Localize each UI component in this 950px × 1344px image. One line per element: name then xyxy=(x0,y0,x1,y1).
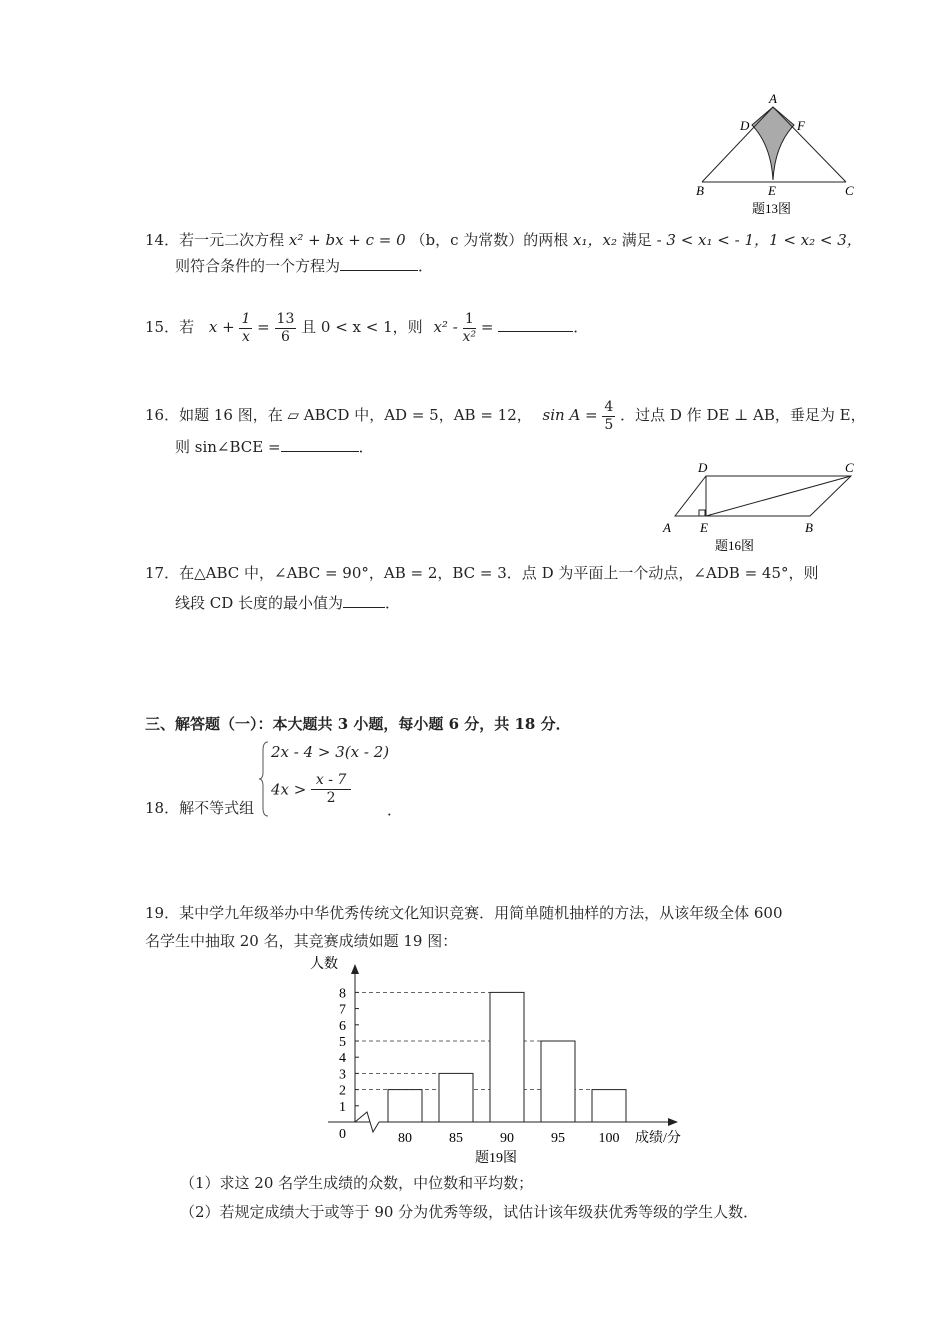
bar-90 xyxy=(490,992,524,1122)
y-tick-label: 3 xyxy=(339,1067,346,1083)
y-tick-label: 6 xyxy=(339,1018,346,1034)
figure-13 xyxy=(690,90,860,220)
y-axis-title: 人数 xyxy=(310,957,338,972)
answer-blank xyxy=(281,437,359,452)
label-F: F xyxy=(797,118,805,133)
bar-100 xyxy=(592,1090,626,1122)
y-axis-arrow xyxy=(351,964,359,974)
x-tick-label: 80 xyxy=(398,1131,412,1146)
x-axis-title: 成绩/分 xyxy=(635,1131,681,1146)
y-tick-label: 0 xyxy=(339,1127,346,1142)
bar-85 xyxy=(439,1073,473,1122)
q14-line2: 则符合条件的一个方程为 ． xyxy=(175,257,434,275)
label-A: A xyxy=(663,520,671,535)
histogram-chart xyxy=(290,950,710,1170)
q17-line2: 线段 CD 长度的最小值为 ． xyxy=(175,594,401,612)
figure-16 xyxy=(655,458,865,556)
q19-line2: 名学生中抽取 20 名，其竞赛成绩如题 19 图： xyxy=(145,932,458,950)
chart-caption: 题19图 xyxy=(475,1151,517,1166)
q16-line2: 则 sin∠BCE = ． xyxy=(175,438,374,456)
label-A: A xyxy=(769,91,777,106)
label-B: B xyxy=(696,183,704,198)
bar-95 xyxy=(541,1041,575,1122)
q18-end: ． xyxy=(387,801,403,819)
y-tick-label: 8 xyxy=(339,986,346,1002)
label-C: C xyxy=(845,460,854,475)
figure-13-caption: 题13图 xyxy=(752,201,792,216)
x-tick-label: 100 xyxy=(598,1131,620,1146)
x-tick-label: 90 xyxy=(500,1131,514,1146)
q18-inequality-2: 4x > $\frac{x - 7}{2}$ xyxy=(271,772,351,807)
q14-line1: 14．若一元二次方程 x² + bx + c = 0 （b，c 为常数）的两根 x₁，x₂ 满足 - 3 < x₁ < - 1，1 < x₂ < 3， xyxy=(145,231,862,249)
label-D: D xyxy=(698,460,708,475)
label-B: B xyxy=(805,520,813,535)
answer-blank xyxy=(340,256,418,271)
q18-brace xyxy=(258,740,270,818)
q19-sub1: （1）求这 20 名学生成绩的众数，中位数和平均数； xyxy=(180,1174,534,1192)
bar-80 xyxy=(388,1090,422,1122)
label-E: E xyxy=(700,520,708,535)
x-tick-label: 95 xyxy=(551,1131,565,1146)
label-D: D xyxy=(740,118,750,133)
y-tick-label: 5 xyxy=(339,1035,346,1050)
y-tick-label: 1 xyxy=(339,1099,346,1115)
q19-line1: 19．某中学九年级举办中华优秀传统文化知识竞赛．用简单随机抽样的方法，从该年级全体 600 xyxy=(145,904,783,922)
answer-blank xyxy=(498,317,573,332)
x-axis-arrow xyxy=(668,1118,678,1126)
section-3-title: 三、解答题（一）：本大题共 3 小题，每小题 6 分，共 18 分． xyxy=(145,715,571,733)
q16-line1: 16．如题 16 图，在 ▱ ABCD 中，AD = 5，AB = 12， sin A = $\frac{4}{5}$ ．过点 D 作 DE ⊥ AB，垂足为 E， xyxy=(145,398,866,433)
x-tick-label: 85 xyxy=(449,1131,463,1146)
figure-16-caption: 题16图 xyxy=(715,538,755,553)
q19-sub2: （2）若规定成绩大于或等于 90 分为优秀等级，试估计该年级获优秀等级的学生人数． xyxy=(180,1203,759,1221)
label-E: E xyxy=(768,183,776,198)
q15-line: 15．若 x + $\frac{1}{x}$ = $\frac{13}{6}$ 且 0 < x < 1，则 x² - $\frac{1}{\text{x²}}$ = ． xyxy=(145,310,589,345)
label-C: C xyxy=(845,183,854,198)
shaded-region xyxy=(752,107,794,180)
y-tick-label: 2 xyxy=(339,1083,346,1099)
q18-label: 18．解不等式组 xyxy=(145,799,255,817)
q18-inequality-1: 2x - 4 > 3(x - 2) xyxy=(271,743,390,761)
q17-line1: 17．在△ABC 中，∠ABC = 90°，AB = 2，BC = 3．点 D 为平面上一个动点，∠ADB = 45°，则 xyxy=(145,564,819,582)
answer-blank xyxy=(343,593,385,608)
y-tick-label: 7 xyxy=(339,1002,346,1018)
y-tick-label: 4 xyxy=(339,1051,346,1067)
